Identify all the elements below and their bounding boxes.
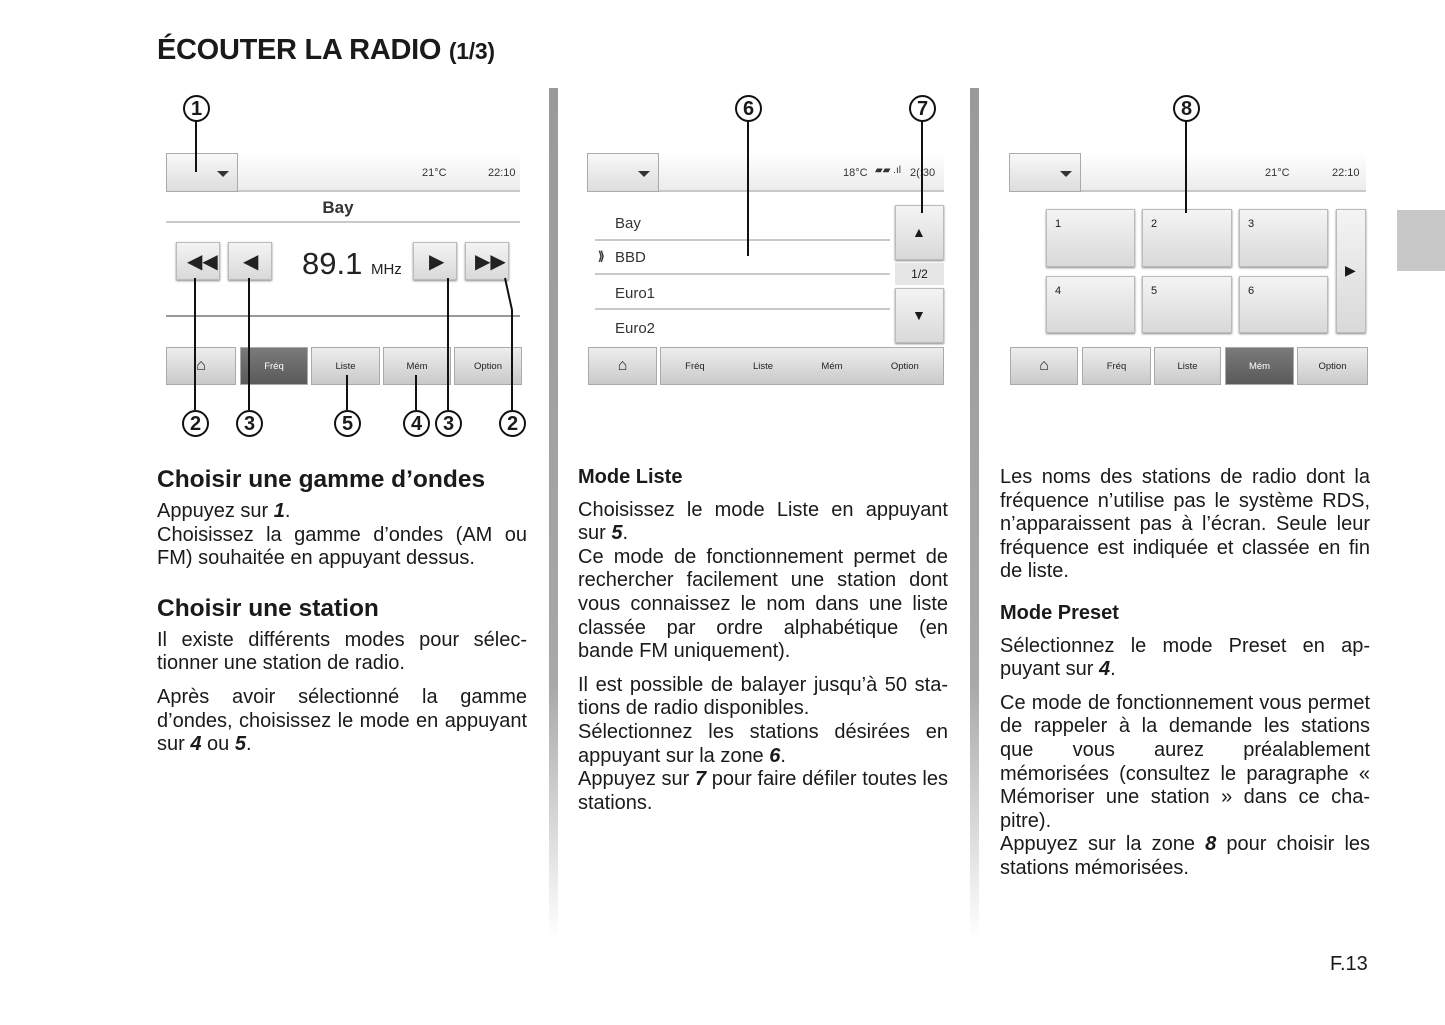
home-tab[interactable] (166, 347, 236, 385)
tab-liste[interactable]: Liste (311, 347, 380, 385)
callout-reference: 6 (769, 744, 781, 767)
column-3 (1000, 466, 1370, 891)
callout-reference: 8 (1205, 833, 1217, 856)
preset-button[interactable]: 6 (1239, 276, 1328, 333)
home-icon: ⌂ (1039, 357, 1049, 374)
seek-back-button[interactable] (228, 242, 272, 280)
paragraph (578, 499, 948, 546)
clock: 22:10 (1332, 167, 1360, 179)
tab-mem[interactable]: Mém (1225, 347, 1294, 385)
text-run: Il existe différents modes pour sélectionner une station de radio. (157, 628, 527, 675)
seek-forward-button[interactable] (413, 242, 457, 280)
paragraph (578, 546, 948, 664)
text-run: Ce mode de fonctionnement permet de rechercher facilement une station dont vous connaissez le nom dans une liste classée par ordre alphabétique (en bande FM uniquement). (578, 545, 948, 663)
clock: 22:10 (488, 167, 516, 179)
paragraph (1000, 833, 1370, 880)
callout-7: 7 (909, 95, 936, 122)
preset-button[interactable]: 5 (1142, 276, 1232, 333)
station-item[interactable]: Euro2 (615, 320, 656, 337)
arrow-down-icon: ▼ (912, 307, 926, 323)
title-part: (1/3) (448, 38, 495, 64)
callout-1: 1 (183, 95, 210, 122)
scroll-up-button[interactable] (895, 205, 944, 260)
column-2 (578, 466, 948, 825)
page-title (157, 34, 495, 67)
page-number: F.13 (1330, 953, 1368, 975)
text-run: . (622, 522, 629, 545)
callout-2: 2 (499, 410, 526, 437)
fast-rewind-button[interactable] (176, 242, 220, 280)
callout-reference: 5 (611, 522, 623, 545)
chapter-tab (1397, 210, 1445, 271)
tab-option[interactable]: Option (454, 347, 522, 385)
text-run: Appuyez sur la zone (1000, 833, 1206, 856)
fast-forward-icon: ▶▶ (475, 251, 506, 273)
column-divider (970, 88, 979, 938)
station-name: Bay (322, 198, 354, 217)
tab-freq[interactable]: Fréq (240, 347, 308, 385)
tab-liste[interactable]: Liste (1154, 347, 1221, 385)
section-heading: Mode Preset (1000, 601, 1119, 624)
frequency-unit: MHz (370, 261, 402, 278)
frequency-display (302, 246, 402, 282)
preset-button[interactable]: 3 (1239, 209, 1328, 267)
paragraph (1000, 692, 1370, 834)
tab-mem[interactable]: Mém (383, 347, 451, 385)
temperature: 21°C (422, 167, 447, 179)
scroll-down-button[interactable] (895, 288, 944, 343)
paragraph (157, 686, 527, 757)
tab-option[interactable]: Option (890, 360, 919, 372)
battery-signal-icon: ▰▰ .ıl (875, 165, 901, 176)
band-dropdown[interactable] (166, 153, 238, 192)
callout-3: 3 (435, 410, 462, 437)
callout-reference: 1 (273, 500, 285, 522)
text-run: ou (201, 733, 235, 756)
text-run: Ce mode de fonctionnement vous permet de rappeler à la demande les stations que vous aurez préalablement mémorisées (consultez le paragraphe « Mémoriser une station » dans ce chapitre). (1000, 691, 1370, 832)
band-dropdown[interactable] (587, 153, 659, 192)
callout-8: 8 (1173, 95, 1200, 122)
clock: 2(:30 (910, 167, 936, 179)
text-run: Sélectionnez le mode Preset en appuyant sur (1000, 634, 1370, 681)
tab-freq[interactable]: Fréq (685, 360, 705, 372)
station-item[interactable]: Bay (615, 215, 641, 232)
callout-5: 5 (334, 410, 361, 437)
text-run: Choisissez le mode Liste en appuyant sur (578, 498, 948, 545)
paragraph (1000, 635, 1370, 682)
fast-rewind-icon: ◀◀ (187, 251, 218, 273)
tab-mem[interactable]: Mém (821, 360, 843, 372)
column-divider (549, 88, 558, 938)
mode-tabs (660, 347, 944, 385)
callout-reference: 4 (190, 733, 202, 756)
section-heading: Choisir une gamme d’ondes (157, 466, 486, 493)
text-run: Les noms des stations de radio dont la fréquence n’utilise pas le système RDS, n’apparaissent pas à l’écran. Seule leur fréquence est indiquée et classée en fin de liste. (1000, 466, 1370, 583)
paragraph (1000, 466, 1370, 584)
tab-option[interactable]: Option (1297, 347, 1368, 385)
home-icon: ⌂ (196, 357, 206, 374)
preset-button[interactable]: 4 (1046, 276, 1135, 333)
text-run: . (245, 733, 252, 756)
tab-freq[interactable]: Fréq (1082, 347, 1151, 385)
section-heading: Choisir une station (157, 594, 379, 622)
preset-button[interactable]: 1 (1046, 209, 1135, 267)
seek-forward-icon: ▶ (429, 251, 445, 273)
text-run: Il est possible de balayer jusqu’à 50 stations de radio disponibles. (578, 673, 948, 720)
text-run: Après avoir sélectionné la gamme d’ondes, choisissez le mode en appuyant sur (157, 685, 527, 756)
paragraph (157, 500, 527, 524)
temperature: 21°C (1265, 167, 1290, 179)
playing-icon: ⟫ (598, 249, 605, 263)
station-item[interactable]: BBD (615, 249, 646, 266)
paragraph (157, 524, 527, 571)
callout-3: 3 (236, 410, 263, 437)
next-page-button[interactable] (1336, 209, 1366, 333)
text-run: Sélectionnez les stations désirées en appuyant sur la zone (578, 720, 948, 767)
paragraph (157, 629, 527, 676)
arrow-up-icon: ▲ (912, 224, 926, 240)
home-tab[interactable] (1010, 347, 1078, 385)
callout-reference: 7 (694, 768, 707, 791)
section-heading: Mode Liste (578, 466, 683, 488)
callout-6: 6 (735, 95, 762, 122)
column-1 (157, 466, 527, 767)
text-run: . (1110, 658, 1116, 681)
text-run: . (284, 500, 291, 522)
text-run: pour choisir les stations mémorisées. (1000, 833, 1371, 879)
arrow-right-icon: ▶ (1345, 262, 1356, 278)
paragraph (578, 768, 948, 815)
callout-4: 4 (403, 410, 430, 437)
fast-forward-button[interactable] (465, 242, 509, 280)
home-icon: ⌂ (617, 357, 628, 374)
text-run: Choisissez la gamme d’ondes (AM ou FM) souhaitée en appuyant dessus. (157, 523, 527, 570)
callout-reference: 5 (234, 733, 246, 756)
text-run: Appuyez sur (578, 768, 695, 791)
paragraph (578, 721, 948, 768)
paragraph (578, 674, 948, 721)
callout-reference: 4 (1098, 658, 1111, 681)
text-run: Appuyez sur (157, 500, 274, 522)
text-run: . (780, 744, 786, 767)
station-item[interactable]: Euro1 (615, 285, 656, 302)
preset-button[interactable]: 2 (1142, 209, 1232, 267)
page-indicator: 1/2 (895, 263, 944, 285)
tab-liste[interactable]: Liste (753, 360, 774, 372)
text-run: pour faire défiler toutes les stations. (578, 768, 948, 814)
title-text: ÉCOUTER LA RADIO (157, 34, 442, 66)
temperature: 18°C (843, 167, 868, 179)
frequency: 89.1 (302, 246, 363, 281)
home-tab[interactable] (588, 347, 657, 385)
band-dropdown[interactable] (1009, 153, 1081, 192)
callout-2: 2 (182, 410, 209, 437)
seek-back-icon: ◀ (243, 251, 259, 273)
